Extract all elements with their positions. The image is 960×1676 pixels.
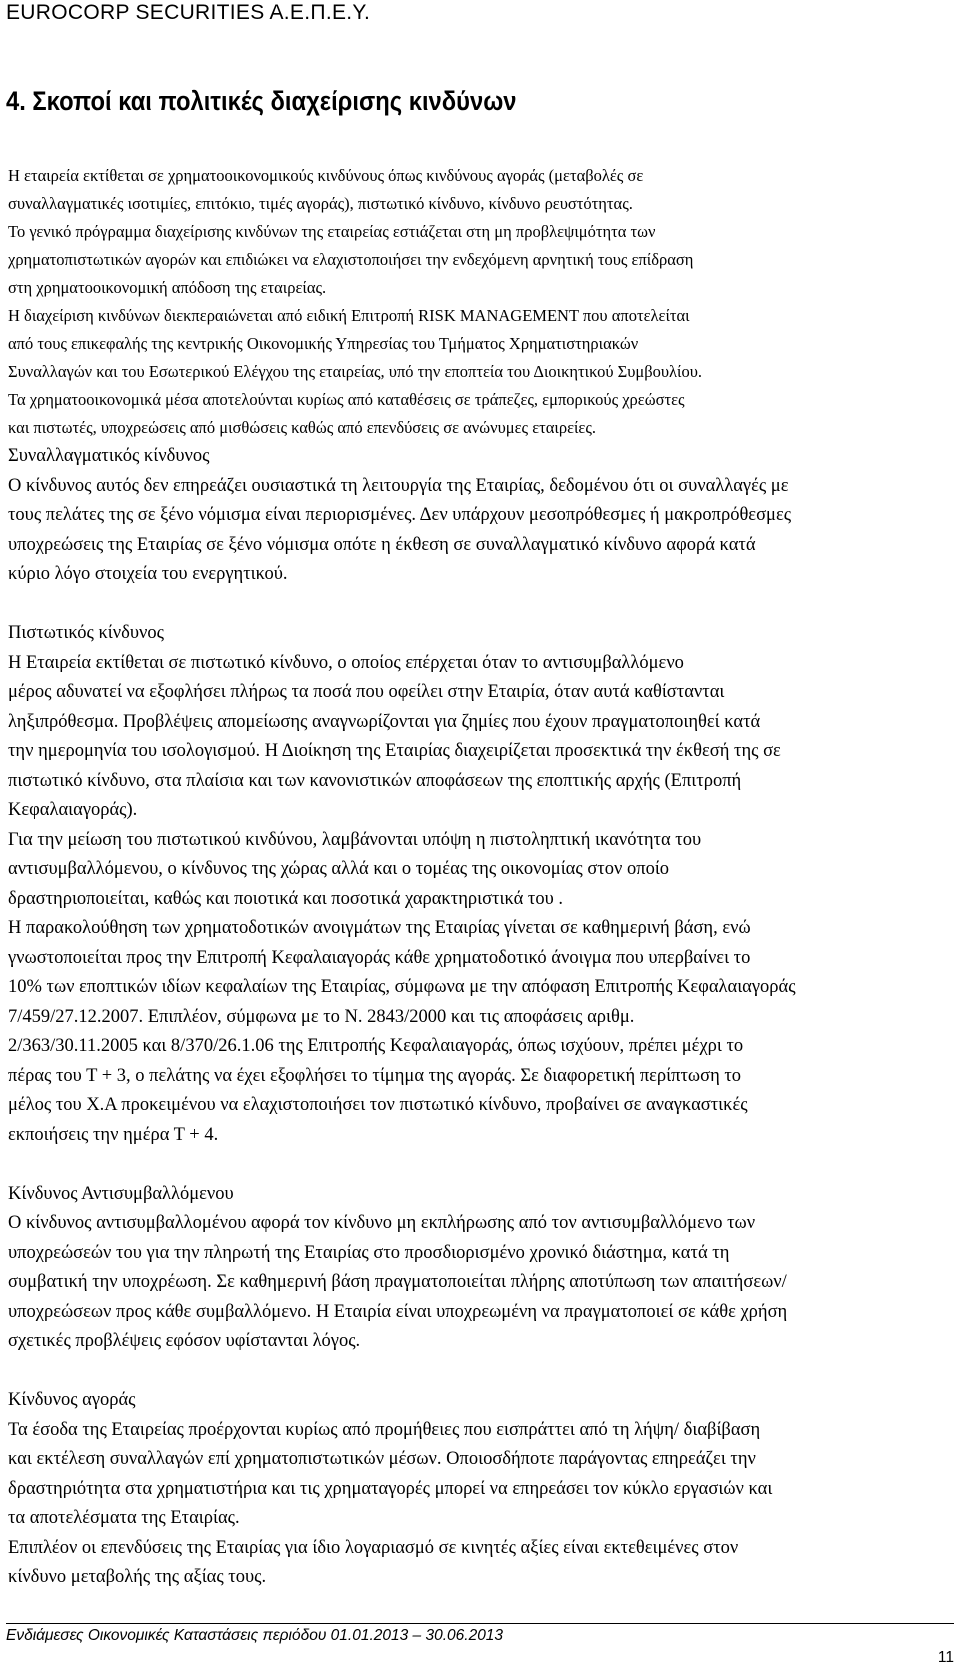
text-line: 7/459/27.12.2007. Επιπλέον, σύμφωνα με το Ν. 2843/2000 και τις αποφάσεις αριθμ. xyxy=(8,1006,635,1027)
text-line: Η διαχείριση κινδύνων διεκπεραιώνεται από ειδική Επιτροπή RISK MANAGEMENT που αποτελείται xyxy=(8,306,690,325)
text-line: γνωστοποιείται προς την Επιτροπή Κεφαλαιαγοράς κάθε χρηματοδοτικό άνοιγμα που υπερβαίνει το xyxy=(8,947,751,968)
text-line: 2/363/30.11.2005 και 8/370/26.1.06 της Επιτροπής Κεφαλαιαγοράς, όπως ισχύουν, πρέπει μέχρι το xyxy=(8,1036,744,1056)
text-line: χρηματοπιστωτικών αγορών και επιδιώκει να ελαχιστοποιήσει την ενδεχόμενη αρνητική τους επίδραση xyxy=(8,250,694,269)
text-line: Το γενικό πρόγραμμα διαχείρισης κινδύνων της εταιρείας εστιάζεται στη μη προβλεψιμότητα των xyxy=(8,222,656,241)
footer-title: Ενδιάμεσες Οικονομικές Καταστάσεις περιόδου 01.01.2013 – 30.06.2013 xyxy=(6,1627,504,1644)
text-line: Επιπλέον οι επενδύσεις της Εταιρίας για ίδιο λογαριασμό σε κινητές αξίες είναι εκτεθειμένες στον xyxy=(8,1537,739,1558)
text-line: υποχρεώσεις της Εταιρίας σε ξένο νόμισμα οπότε η έκθεση σε συναλλαγματικό κίνδυνο αφορά κατά xyxy=(8,534,756,555)
text-line: συμβατική την υποχρέωση. Σε καθημερινή βάση πραγματοποιείται πλήρης αποτύπωση των απαιτήσεων/ xyxy=(8,1272,787,1292)
text-line: και πιστωτές, υποχρεώσεις από μισθώσεις καθώς από επενδύσεις σε ανώνυμες εταιρείες. xyxy=(8,418,597,437)
document-body xyxy=(8,162,948,1593)
text-line: συναλλαγματικές ισοτιμίες, επιτόκιο, τιμές αγοράς), πιστωτικό κίνδυνο, κίνδυνο ρευστότητας. xyxy=(8,194,633,213)
text-line: Κεφαλαιαγοράς). xyxy=(8,800,138,820)
paragraph-gap xyxy=(8,1357,948,1387)
text-line: εκποιήσεις την ημέρα Τ + 4. xyxy=(8,1124,219,1145)
text-line: και εκτέλεση συναλλαγών επί χρηματοπιστωτικών μέσων. Οποιοσδήποτε παράγοντας επηρεάζει την xyxy=(8,1449,756,1469)
text-line: τα αποτελέσματα της Εταιρίας. xyxy=(8,1508,240,1528)
text-line: Για την μείωση του πιστωτικού κινδύνου, λαμβάνονται υπόψη η πιστοληπτική ικανότητα του xyxy=(8,829,702,850)
text-line: στη χρηματοοικονομική απόδοση της εταιρείας. xyxy=(8,278,327,297)
text-line: την ημερομηνία του ισολογισμού. Η Διοίκηση της Εταιρίας διαχειρίζεται προσεκτικά την έκθεσή της σε xyxy=(8,741,781,761)
text-line: κύριο λόγο στοιχεία του ενεργητικού. xyxy=(8,564,288,584)
text-line: υποχρεώσεων προς κάθε συμβαλλόμενο. Η Εταιρία είναι υποχρεωμένη να πραγματοποιεί σε κάθε χρήση xyxy=(8,1301,788,1322)
company-name: EUROCORP SECURITIES A.E.Π.Ε.Υ. xyxy=(6,1,371,24)
text-line: Η εταιρεία εκτίθεται σε χρηματοοικονομικούς κινδύνους όπως κινδύνους αγοράς (μεταβολές σε xyxy=(8,166,644,185)
text-line: Συναλλαγματικός κίνδυνος xyxy=(8,446,210,466)
text-line: Ο κίνδυνος αυτός δεν επηρεάζει ουσιαστικά τη λειτουργία της Εταιρίας, δεδομένου ότι οι συναλλαγές με xyxy=(8,475,789,496)
text-line: δραστηριότητα στα χρηματιστήρια και τις χρηματαγορές μπορεί να επηρεάσει τον κύκλο εργασιών και xyxy=(8,1478,773,1499)
text-line: τους πελάτες της σε ξένο νόμισμα είναι περιορισμένες. Δεν υπάρχουν μεσοπρόθεσμες ή μακροπρόθεσμες xyxy=(8,505,792,525)
text-line: υποχρεώσεών του για την πληρωτή της Εταιρίας στο προσδιορισμένο χρονικό διάστημα, κατά τη xyxy=(8,1242,730,1263)
text-line: Πιστωτικός κίνδυνος xyxy=(8,623,164,643)
text-line: πέρας του Τ + 3, ο πελάτης να έχει εξοφλήσει το τίμημα της αγοράς. Σε διαφορετική περίπτωση το xyxy=(8,1065,742,1086)
text-line: σχετικές προβλέψεις εφόσον υφίστανται λόγος. xyxy=(8,1331,361,1351)
paragraph-gap xyxy=(8,590,948,620)
text-line: μέλος του Χ.Α προκειμένου να ελαχιστοποιήσει τον πιστωτικό κίνδυνο, προβαίνει σε αναγκαστικές xyxy=(8,1095,748,1115)
text-line: Η παρακολούθηση των χρηματοδοτικών ανοιγμάτων της Εταιρίας γίνεται σε καθημερινή βάση, ενώ xyxy=(8,918,751,938)
section-heading: 4. Σκοποί και πολιτικές διαχείρισης κινδύνων xyxy=(6,86,517,116)
text-line: Κίνδυνος Αντισυμβαλλόμενου xyxy=(8,1183,234,1204)
page-number: 11 xyxy=(937,1649,954,1666)
text-line: Συναλλαγών και του Εσωτερικού Ελέγχου της εταιρείας, υπό την εποπτεία του Διοικητικού Συμβουλίου. xyxy=(8,362,703,381)
text-line: από τους επικεφαλής της κεντρικής Οικονομικής Υπηρεσίας του Τμήματος Χρηματιστηριακών xyxy=(8,334,639,353)
footer-divider xyxy=(6,1623,954,1624)
text-line: μέρος αδυνατεί να εξοφλήσει πλήρως τα ποσά που οφείλει στην Εταιρία, όταν αυτά καθίστανται xyxy=(8,682,725,702)
text-line: Ο κίνδυνος αντισυμβαλλομένου αφορά τον κίνδυνο μη εκπλήρωσης από τον αντισυμβαλλόμενο των xyxy=(8,1213,756,1233)
text-line: ληξιπρόθεσμα. Προβλέψεις απομείωσης αναγνωρίζονται για ζημίες που έχουν πραγματοποιηθεί κατά xyxy=(8,711,761,732)
text-line: κίνδυνο μεταβολής της αξίας τους. xyxy=(8,1567,267,1587)
text-line: 10% των εποπτικών ιδίων κεφαλαίων της Εταιρίας, σύμφωνα με την απόφαση Επιτροπής Κεφαλαιαγοράς xyxy=(8,977,796,997)
text-line: πιστωτικό κίνδυνο, στα πλαίσια και των κανονιστικών αποφάσεων της εποπτικής αρχής (Επιτροπή xyxy=(8,770,742,791)
text-line: Τα έσοδα της Εταιρείας προέρχονται κυρίως από προμήθειες που εισπράττει από τη λήψη/ διαβίβαση xyxy=(8,1419,761,1440)
text-line: Κίνδυνος αγοράς xyxy=(8,1390,136,1410)
text-line: δραστηριοποιείται, καθώς και ποιοτικά και ποσοτικά χαρακτηριστικά του . xyxy=(8,888,564,909)
text-line: Η Εταιρεία εκτίθεται σε πιστωτικό κίνδυνο, ο οποίος επέρχεται όταν το αντισυμβαλλόμενο xyxy=(8,652,684,673)
paragraph-gap xyxy=(8,1150,948,1180)
text-line: αντισυμβαλλόμενου, ο κίνδυνος της χώρας αλλά και ο τομέας της οικονομίας στον οποίο xyxy=(8,859,670,879)
text-line: Τα χρηματοοικονομικά μέσα αποτελούνται κυρίως από καταθέσεις σε τράπεζες, εμπορικούς χρεώστες xyxy=(8,390,685,409)
